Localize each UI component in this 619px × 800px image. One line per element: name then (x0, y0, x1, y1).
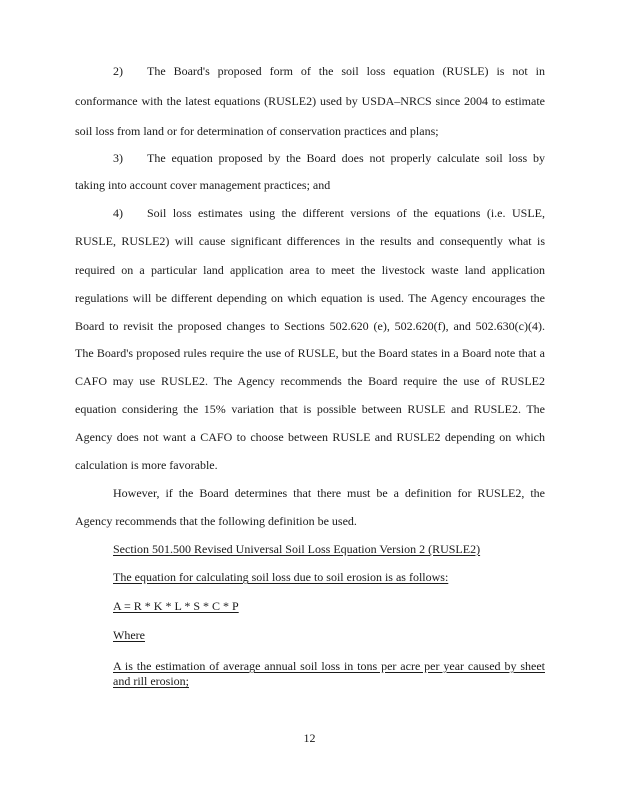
item-4-line-10: calculation is more favorable. (75, 458, 218, 472)
item-4-line-6: The Board's proposed rules require the use of RUSLE, but the Board states in a Board note that a (75, 346, 545, 360)
section-title: Section 501.500 Revised Universal Soil Loss Equation Version 2 (RUSLE2) (113, 542, 481, 556)
where-label: Where (113, 628, 145, 642)
a-definition-line-2: and rill erosion; (113, 674, 189, 688)
item-3-number: 3) (113, 151, 123, 165)
however-line-2: Agency recommends that the following definition be used. (75, 514, 357, 528)
item-4-line-4: regulations will be different depending on which equation is used. The Agency encourages the (75, 291, 545, 305)
item-3-line-2: taking into account cover management practices; and (75, 178, 331, 192)
item-2-line-1: The Board's proposed form of the soil loss equation (RUSLE) is not in (147, 64, 545, 78)
page-number: 12 (303, 731, 316, 745)
item-4-line-1: Soil loss estimates using the different versions of the equations (i.e. USLE, (147, 206, 545, 220)
item-4-line-5: Board to revisit the proposed changes to Sections 502.620 (e), 502.620(f), and 502.630(c)(4). (75, 319, 545, 333)
item-4-line-3: required on a particular land application area to meet the livestock waste land application (75, 263, 545, 277)
equation-intro: The equation for calculating soil loss due to soil erosion is as follows: (113, 570, 449, 584)
item-4-line-8: equation considering the 15% variation that is possible between RUSLE and RUSLE2. The (75, 402, 545, 416)
item-2-line-2: conformance with the latest equations (RUSLE2) used by USDA–NRCS since 2004 to estimate (75, 94, 545, 108)
item-4-line-9: Agency does not want a CAFO to choose between RUSLE and RUSLE2 depending on which (75, 430, 545, 444)
item-4-line-7: CAFO may use RUSLE2. The Agency recommends the Board require the use of RUSLE2 (75, 374, 545, 388)
item-4-line-2: RUSLE, RUSLE2) will cause significant differences in the results and consequently what is (75, 234, 545, 248)
item-4-number: 4) (113, 206, 123, 220)
item-2-number: 2) (113, 64, 123, 78)
item-3-line-1: The equation proposed by the Board does not properly calculate soil loss by (147, 151, 545, 165)
a-definition-line-1: A is the estimation of average annual soil loss in tons per acre per year caused by sheet (113, 659, 545, 673)
however-line-1: However, if the Board determines that there must be a definition for RUSLE2, the (113, 486, 545, 500)
equation: A = R * K * L * S * C * P (113, 599, 239, 613)
item-2-line-3: soil loss from land or for determination of conservation practices and plans; (75, 124, 439, 138)
